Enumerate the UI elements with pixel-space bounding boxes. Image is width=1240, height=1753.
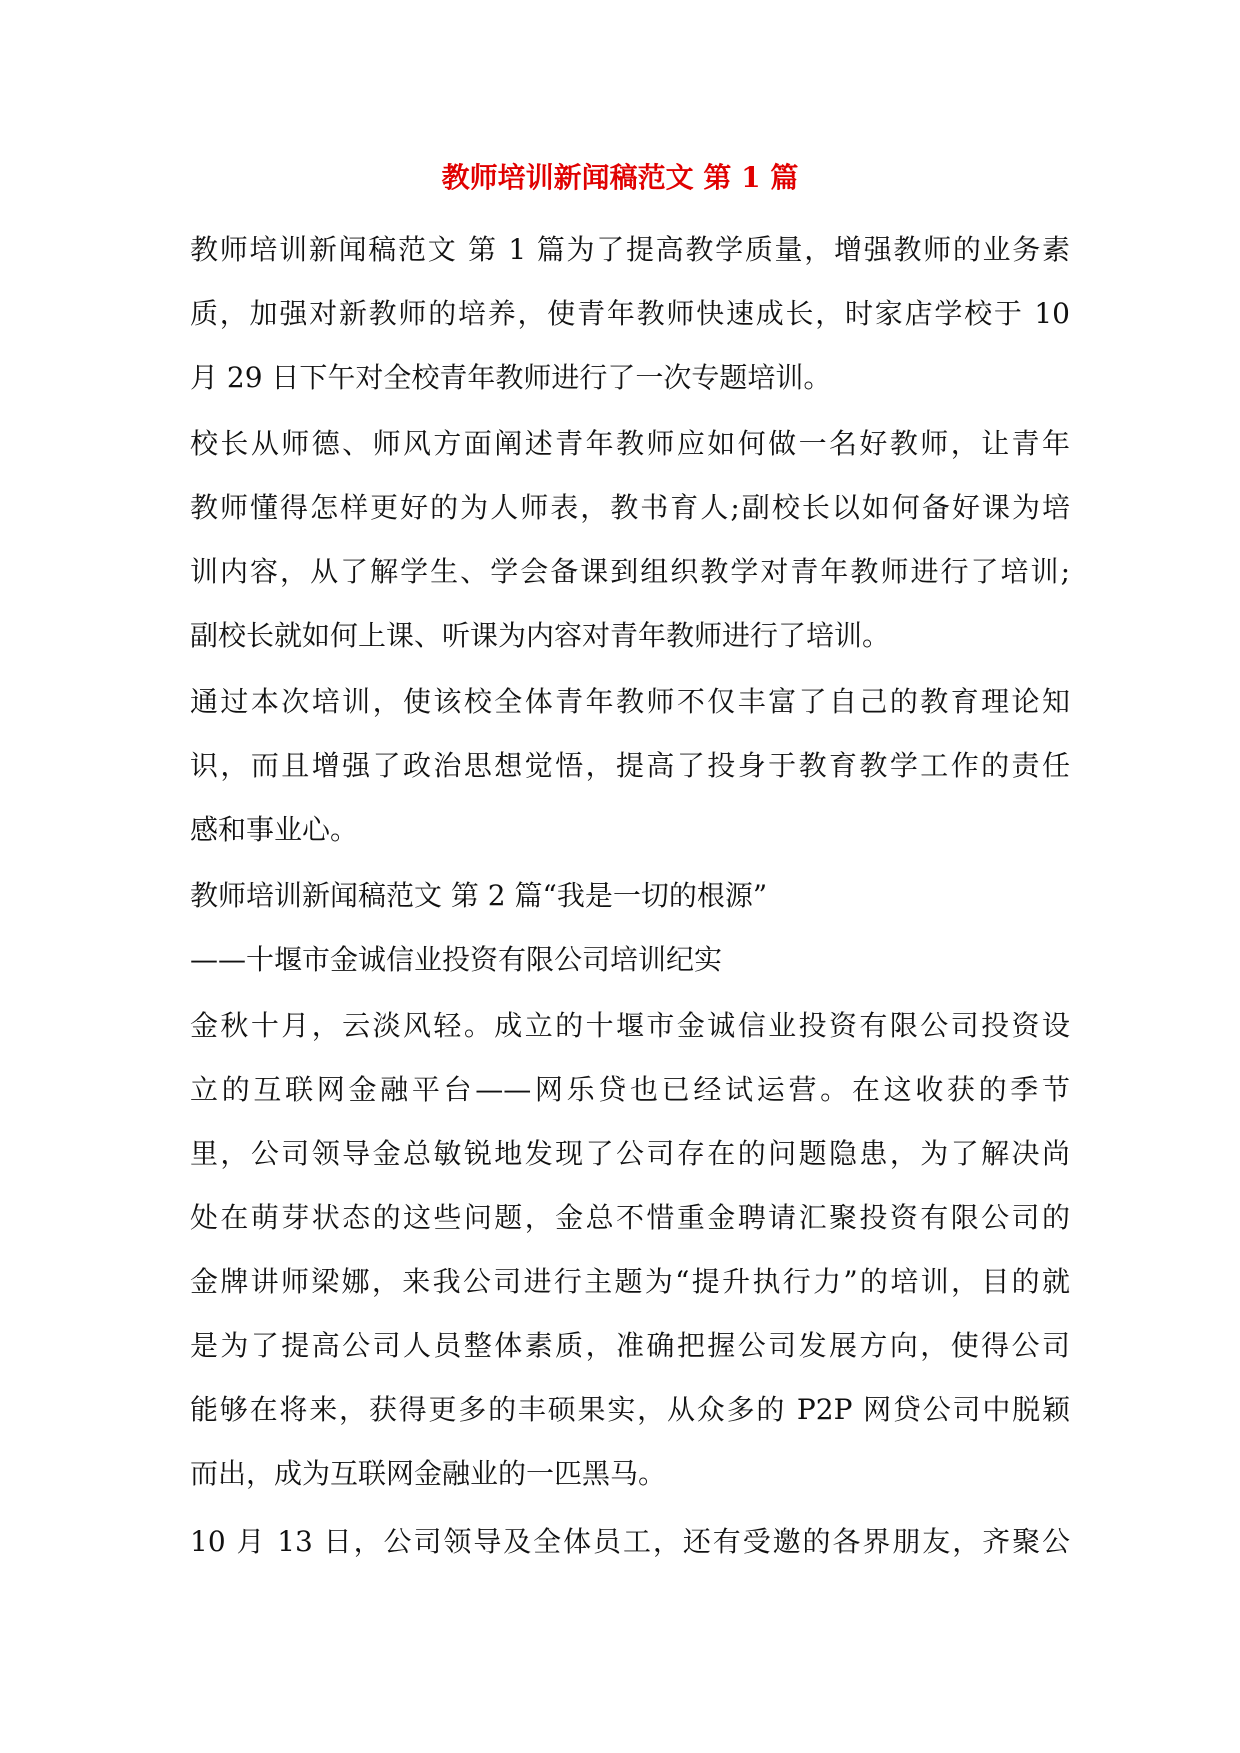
paragraph-4-line-8: 而出，成为互联网金融业的一匹黑马。 [190,1457,667,1490]
paragraph-4-line-1: 金秋十月，云淡风轻。成立的十堰市金诚信业投资有限公司投资设 [190,1009,1070,1042]
paragraph-3-line-1: 通过本次培训，使该校全体青年教师不仅丰富了自己的教育理论知 [190,685,1070,718]
paragraph-4-line-6: 是为了提高公司人员整体素质，准确把握公司发展方向，使得公司 [190,1329,1070,1362]
paragraph-3-line-3: 感和事业心。 [190,813,359,846]
paragraph-5-line-1: 10 月 13 日，公司领导及全体员工，还有受邀的各界朋友，齐聚公 [190,1525,1070,1558]
paragraph-4-line-2: 立的互联网金融平台——网乐贷也已经试运营。在这收获的季节 [190,1073,1070,1106]
paragraph-4-line-3: 里，公司领导金总敏锐地发现了公司存在的问题隐患，为了解决尚 [190,1137,1070,1170]
paragraph-1-line-3: 月 29 日下午对全校青年教师进行了一次专题培训。 [190,361,832,394]
paragraph-1-line-1: 教师培训新闻稿范文 第 1 篇为了提高教学质量，增强教师的业务素 [190,233,1070,266]
paragraph-1-line-2: 质，加强对新教师的培养，使青年教师快速成长，时家店学校于 10 [190,297,1070,330]
paragraph-2-line-2: 教师懂得怎样更好的为人师表，教书育人;副校长以如何备好课为培 [190,491,1070,524]
paragraph-2-line-1: 校长从师德、师风方面阐述青年教师应如何做一名好教师，让青年 [190,427,1070,460]
article-2-heading: 教师培训新闻稿范文 第 2 篇“我是一切的根源” [190,879,768,912]
article-2-subheading: ——十堰市金诚信业投资有限公司培训纪实 [190,943,723,976]
paragraph-4-line-7: 能够在将来，获得更多的丰硕果实，从众多的 P2P 网贷公司中脱颖 [190,1393,1070,1426]
paragraph-3-line-2: 识，而且增强了政治思想觉悟，提高了投身于教育教学工作的责任 [190,749,1070,782]
paragraph-2-line-3: 训内容，从了解学生、学会备课到组织教学对青年教师进行了培训; [190,555,1070,588]
paragraph-4-line-5: 金牌讲师梁娜，来我公司进行主题为“提升执行力”的培训，目的就 [190,1265,1070,1298]
document-title: 教师培训新闻稿范文 第 1 篇 [441,161,799,194]
paragraph-4-line-4: 处在萌芽状态的这些问题，金总不惜重金聘请汇聚投资有限公司的 [190,1201,1070,1234]
paragraph-2-line-4: 副校长就如何上课、听课为内容对青年教师进行了培训。 [190,619,891,652]
